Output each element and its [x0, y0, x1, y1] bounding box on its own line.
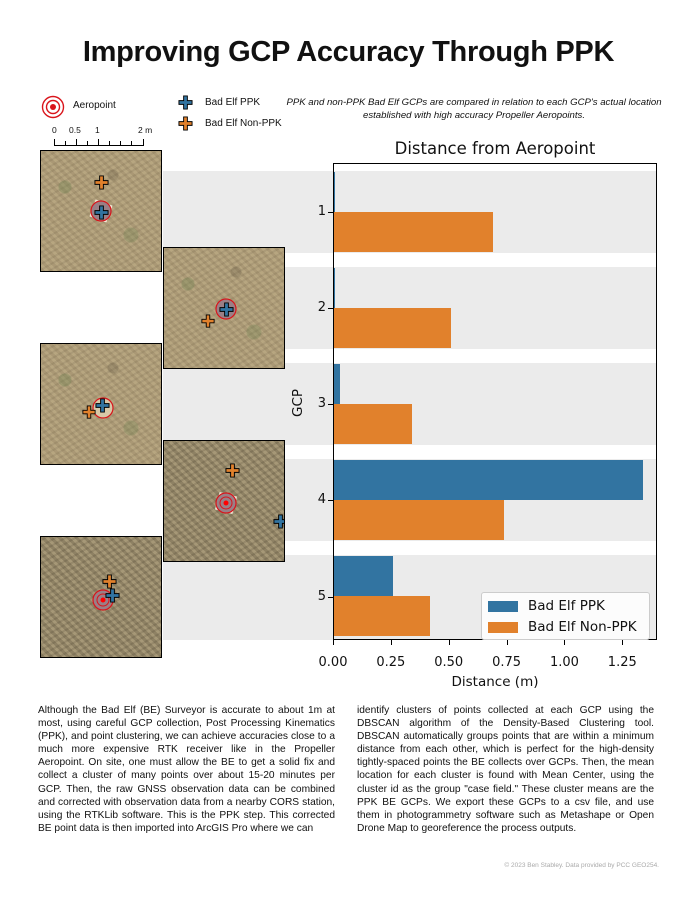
nonppk-swatch: [488, 622, 518, 633]
gcp-3-image: [40, 343, 162, 465]
nonppk-cross-icon: [82, 405, 96, 419]
credit: © 2023 Ben Stabley. Data provided by PCC GEO254.: [504, 862, 659, 869]
bar-gcp4-ppk: [333, 460, 643, 500]
xtick-label: 0.50: [434, 655, 464, 670]
y-axis-label: GCP: [290, 388, 306, 418]
xtick-label: 0.00: [318, 655, 348, 670]
ytick-label: 5: [317, 589, 326, 604]
legend-label: Bad Elf PPK: [528, 598, 605, 614]
bar-gcp2-ppk: [333, 268, 335, 308]
ytick-label: 1: [317, 204, 326, 219]
ytick-label: 4: [317, 492, 326, 507]
ytick-label: 3: [317, 396, 326, 411]
ppk-cross-icon: [95, 398, 110, 413]
bar-gcp4-nonppk: [333, 500, 504, 540]
xtick-mark: [507, 640, 508, 645]
subtitle: PPK and non-PPK Bad Elf GCPs are compared in relation to each GCP's actual location established with high accuracy Propeller Aeropoints.: [286, 97, 662, 121]
page-title: Improving GCP Accuracy Through PPK: [82, 36, 615, 68]
aeropoint-icon: [41, 95, 65, 119]
ppk-cross-icon: [273, 514, 285, 529]
ppk-cross-icon: [219, 302, 234, 317]
gcp-2-image: [163, 247, 285, 369]
xtick-label: 1.00: [549, 655, 579, 670]
nonppk-cross-icon: [225, 463, 240, 478]
nonppk-cross-icon: [94, 175, 109, 190]
gcp-1-image: [40, 150, 162, 272]
bar-gcp1-ppk: [333, 172, 335, 212]
xtick-label: 0.75: [492, 655, 522, 670]
nonppk-cross-icon: [102, 574, 117, 589]
xtick-label: 1.25: [607, 655, 637, 670]
gcp-4-image: [163, 440, 285, 562]
ppk-cross-icon: [94, 205, 109, 220]
nonppk-cross-icon: [201, 314, 215, 328]
gcp-5-image: [40, 536, 162, 658]
ppk-cross-icon: [178, 95, 193, 110]
ppk-cross-icon: [105, 588, 120, 603]
xtick-mark: [622, 640, 623, 645]
nonppk-legend-label: Bad Elf Non-PPK: [205, 118, 282, 129]
bar-gcp3-ppk: [333, 364, 340, 404]
legend-label: Bad Elf Non-PPK: [528, 619, 637, 635]
bar-gcp2-nonppk: [333, 308, 451, 348]
ytick-label: 2: [317, 300, 326, 315]
body-text-left: Although the Bad Elf (BE) Surveyor is accurate to about 1m at most, using careful GCP collection, Post Processing Kinematics (PPK), and point clustering, we can achieve accuracies close to a much more expensive RTK receiver like in the Propeller Aeropoint. On site, one must allow the BE to get a solid fix and collect a cluster of many points over about 15-20 minutes per GCP. Then, the raw GNSS observation data can be combined and corrected with observation data from a nearby CORS station, using the RTKLib software. This is the PPK step. This corrected BE point data is then imported into ArcGIS Pro where we can: [38, 705, 335, 834]
aeropoint-legend-label: Aeropoint: [73, 100, 116, 111]
ppk-swatch: [488, 601, 518, 612]
bar-gcp5-ppk: [333, 556, 393, 596]
ppk-legend-label: Bad Elf PPK: [205, 97, 261, 108]
scale-label: 0: [52, 125, 57, 135]
scale-bar: [50, 125, 160, 150]
bar-gcp5-nonppk: [333, 596, 430, 636]
scale-label: 0.5: [69, 125, 81, 135]
xtick-mark: [449, 640, 450, 645]
body-text-right: identify clusters of points collected at each GCP using the DBSCAN algorithm of the Density-Based Clustering tool. DBSCAN automatically groups points that are within a minimum distance from each other, which is perfect for the high-density tightly-spaced points the BE collects over GCPs. Then, the mean location for each cluster is found with Mean Center, using the cluster id as the group "case field." These cluster means are the PPK BE GCPs. We export these GCPs to a csv file, and use them in photogrammetry software such as Metashape or Open Drone Map to georeference the process outputs.: [357, 705, 654, 834]
bar-gcp1-nonppk: [333, 212, 493, 252]
scale-label: 1: [95, 125, 100, 135]
scale-label: 2 m: [138, 125, 153, 135]
xtick-mark: [564, 640, 565, 645]
xtick-mark: [391, 640, 392, 645]
bar-gcp3-nonppk: [333, 404, 412, 444]
xtick-label: 0.25: [376, 655, 406, 670]
aeropoint-icon: [214, 491, 238, 515]
xtick-mark: [333, 640, 334, 645]
nonppk-cross-icon: [178, 116, 193, 131]
x-axis-label: Distance (m): [451, 674, 539, 690]
chart-legend: [481, 592, 650, 640]
chart-title: Distance from Aeropoint: [394, 139, 596, 158]
